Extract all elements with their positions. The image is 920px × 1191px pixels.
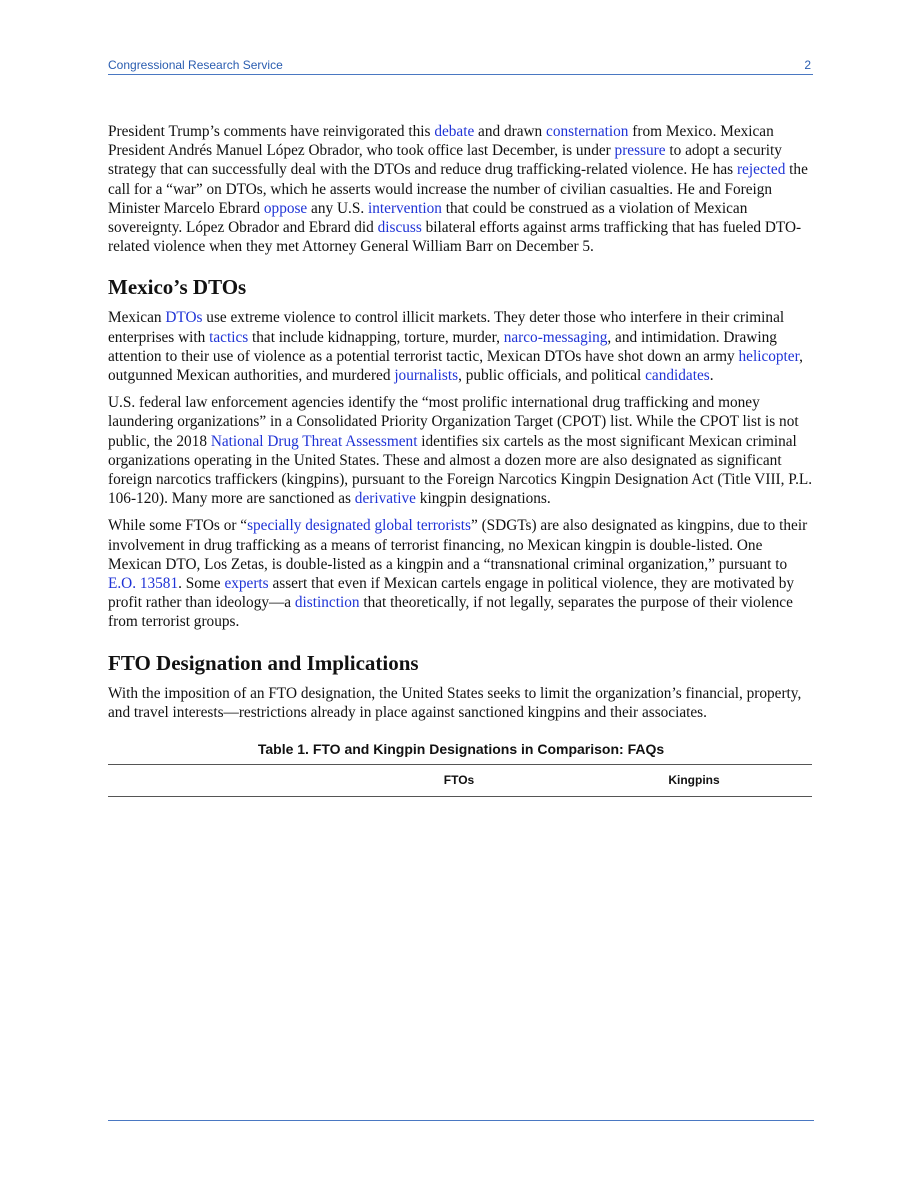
paragraph-cpot — [108, 393, 814, 508]
link-journalists[interactable]: journalists — [394, 367, 459, 385]
text-span: President Trump’s comments have reinvigorated this — [108, 123, 435, 140]
table-header-kingpins: Kingpins — [668, 773, 720, 788]
text-span: kingpin designations. — [415, 490, 551, 508]
paragraph-intro — [108, 122, 814, 256]
text-span: and drawn — [474, 123, 547, 140]
table-caption: Table 1. FTO and Kingpin Designations in Comparison: FAQs — [257, 741, 665, 758]
text-span: use extreme violence to control illicit markets. They deter those who interfere in their criminal enterprises with — [108, 309, 785, 346]
text-span: that include kidnapping, torture, murder, — [248, 328, 504, 346]
link-dtos[interactable]: DTOs — [165, 309, 203, 327]
text-span: the call for a “war” on DTOs, which he asserts would increase the number of civilian casualties. He and Foreign Minister Marcelo Ebrard — [108, 161, 808, 217]
table-header-row — [108, 764, 812, 797]
link-specially-designated-global-terrorists[interactable]: specially designated global terrorists — [247, 517, 471, 535]
comparison-table — [108, 740, 814, 797]
link-pressure[interactable]: pressure — [614, 142, 666, 160]
paragraph-dtos-violence — [108, 308, 814, 385]
page-header — [108, 57, 813, 75]
section-heading-mexicos-dtos: Mexico’s DTOs — [108, 275, 247, 300]
page-number: 2 — [804, 58, 811, 72]
footer-rule — [108, 1120, 814, 1121]
text-span: , and intimidation. Drawing attention to their use of violence as a potential terrorist tactic, Mexican DTOs have shot down an army — [108, 328, 777, 365]
link-oppose[interactable]: oppose — [263, 199, 308, 217]
text-span: While some FTOs or “ — [108, 517, 248, 535]
text-span: ” (SDGTs) are also designated as kingpins, due to their involvement in drug trafficking as a means of terrorist financing, no Mexican kingpin is double-listed. One Mexican DTO, Los Zetas, is double-listed as a kingpin and a “transnational criminal organization,” pursuant to — [108, 517, 808, 573]
text-span: identifies six cartels as the most significant Mexican criminal organizations operating in the United States. These and almost a dozen more are also designated as significant foreign narcotics traffickers (kingpins), pursuant to the Foreign Narcotics Kingpin Designation Act (Title VIII, P.L. 106-120). Many more are sanctioned as — [108, 432, 813, 508]
document-body — [108, 122, 814, 797]
link-derivative[interactable]: derivative — [354, 490, 416, 508]
text-span: that theoretically, if not legally, separates the purpose of their violence from terrorist groups. — [108, 594, 793, 631]
link-narco-messaging[interactable]: narco-messaging — [503, 328, 608, 346]
text-span: . — [709, 367, 714, 385]
link-discuss[interactable]: discuss — [377, 219, 422, 237]
link-distinction[interactable]: distinction — [294, 594, 360, 612]
text-span: to adopt a security strategy that can successfully deal with the DTOs and reduce drug trafficking-related violence. He has — [108, 142, 782, 179]
paragraph-fto-imposition: With the imposition of an FTO designation, the United States seeks to limit the organization’s financial, property, and travel interests—restrictions already in place against sanctioned kingpins and their associates. — [108, 684, 802, 721]
text-span: . Some — [178, 575, 225, 593]
text-span: that could be construed as a violation of Mexican sovereignty. López Obrador and Ebrard did — [108, 199, 748, 237]
link-consternation[interactable]: consternation — [546, 123, 629, 140]
header-title: Congressional Research Service — [108, 58, 283, 72]
link-tactics[interactable]: tactics — [209, 328, 249, 346]
link-rejected[interactable]: rejected — [736, 161, 786, 179]
link-helicopter[interactable]: helicopter — [738, 347, 800, 365]
table-header-ftos: FTOs — [443, 773, 475, 788]
section-heading-fto-designation: FTO Designation and Implications — [108, 650, 419, 675]
text-span: Mexican — [108, 309, 166, 327]
link-intervention[interactable]: intervention — [368, 199, 442, 217]
text-span: any U.S. — [307, 199, 368, 217]
text-span: bilateral efforts against arms trafficking that has fueled DTO-related violence when they met Attorney General William Barr on December 5. — [108, 219, 802, 256]
link-candidates[interactable]: candidates — [645, 367, 710, 385]
paragraph-sdgts — [108, 516, 814, 631]
link-debate[interactable]: debate — [434, 123, 475, 140]
link-national-drug-threat-assessment[interactable]: National Drug Threat Assessment — [210, 432, 418, 450]
text-span: , public officials, and political — [458, 367, 646, 385]
text-span: from Mexico. Mexican President Andrés Manuel López Obrador, who took office last December, is under — [108, 123, 774, 160]
link-eo-13581[interactable]: E.O. 13581 — [108, 575, 179, 593]
text-span: U.S. federal law enforcement agencies identify the “most prolific international drug trafficking and money laundering organizations” in a Consolidated Priority Organization Target (CPOT) list. While the CPOT list is not public, the 2018 — [108, 394, 799, 450]
link-experts[interactable]: experts — [224, 575, 269, 593]
text-span: , outgunned Mexican authorities, and murdered — [108, 347, 803, 385]
text-span: assert that even if Mexican cartels engage in political violence, they are motivated by profit rather than ideology—a — [108, 575, 795, 612]
